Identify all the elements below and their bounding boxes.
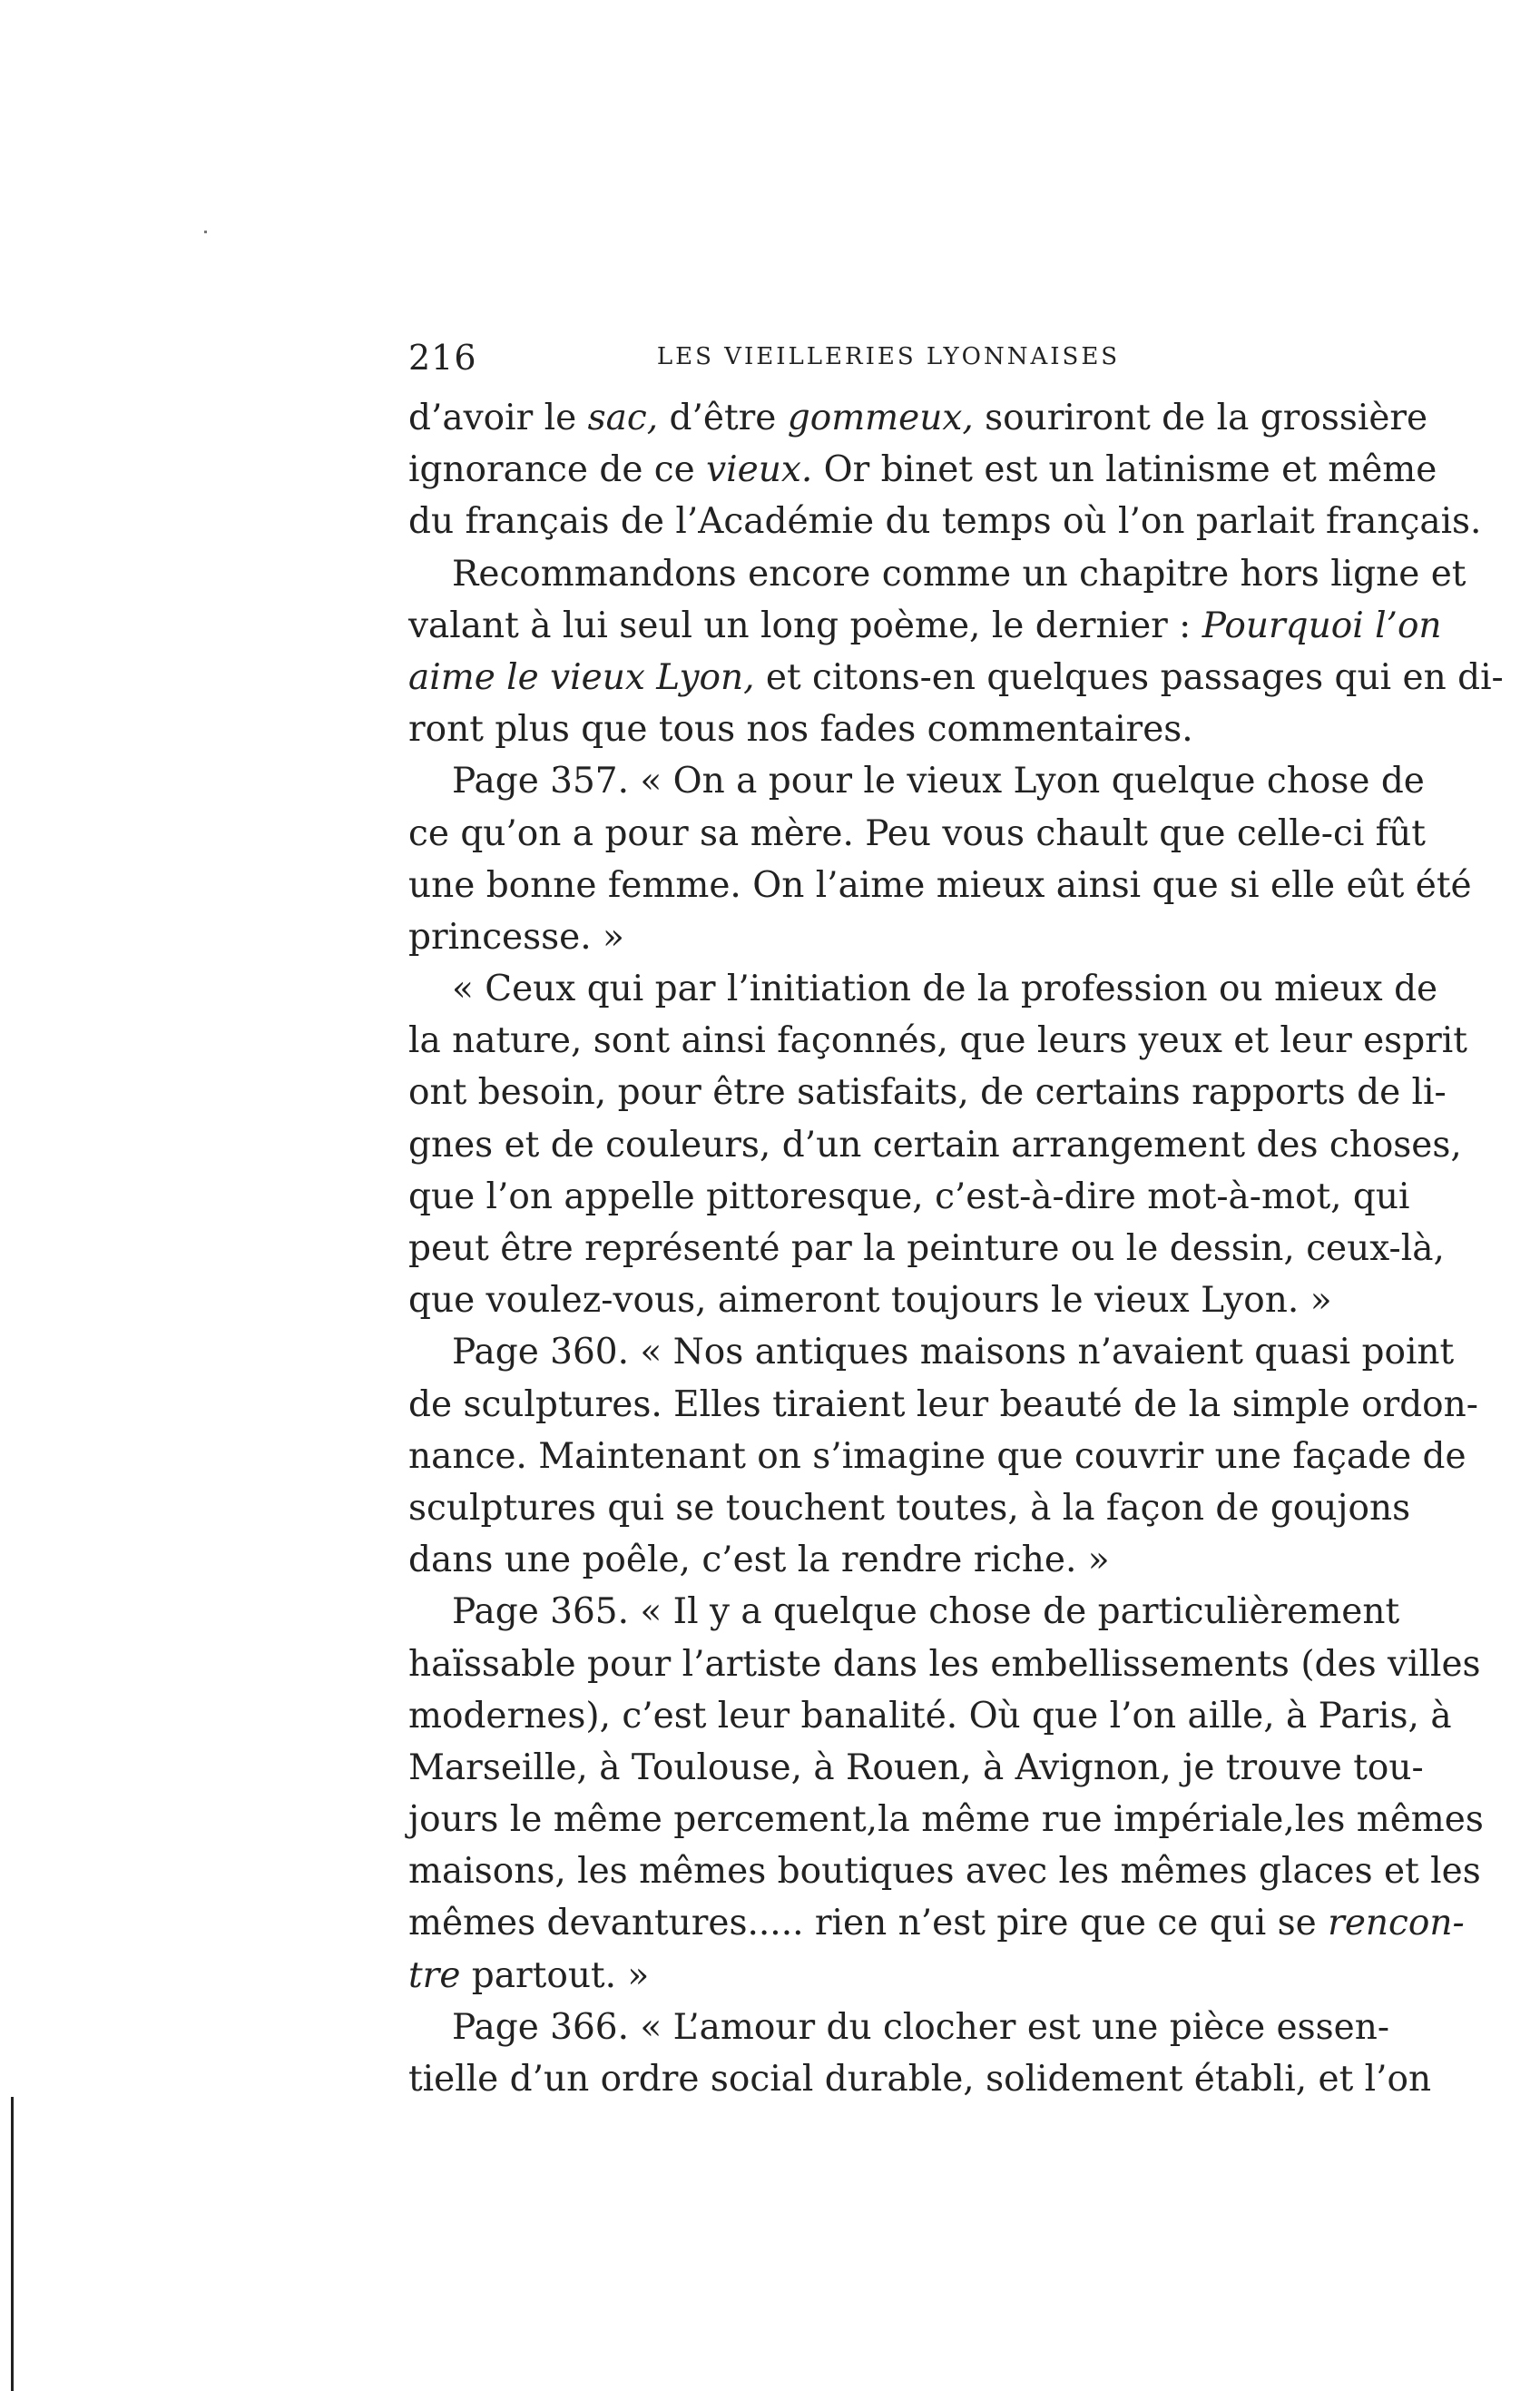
text-line bbox=[408, 860, 1472, 911]
line-text: princesse. » bbox=[408, 916, 624, 958]
body-text bbox=[408, 392, 1504, 2105]
text-line bbox=[408, 1794, 1484, 1845]
text-line bbox=[408, 704, 1368, 755]
italic-text: sac, bbox=[587, 398, 659, 438]
line-text: du français de l’Académie du temps où l’on parlait français. bbox=[408, 501, 1482, 543]
line-text: peut être représenté par la peinture ou le dessin, ceux-là, bbox=[408, 1228, 1445, 1269]
scan-edge-line bbox=[11, 2097, 14, 2391]
line-text: ignorance de ce bbox=[408, 449, 707, 491]
line-text: une bonne femme. On l’aime mieux ainsi que si elle eût été bbox=[408, 864, 1472, 906]
italic-text: tre bbox=[408, 1954, 461, 1996]
line-text: Page 360. « Nos antiques maisons n’avaient quasi point bbox=[452, 1332, 1455, 1373]
line-text: jours le même percement,la même rue impériale,les mêmes bbox=[408, 1799, 1484, 1841]
line-text: modernes), c’est leur banalité. Où que l’on aille, à Paris, à bbox=[408, 1695, 1452, 1737]
text-line bbox=[408, 496, 1482, 547]
line-text: Page 366. « L’amour du clocher est une pièce essen- bbox=[452, 2006, 1390, 2048]
text-line bbox=[408, 2053, 1432, 2105]
text-line bbox=[408, 963, 1438, 1015]
text-line bbox=[408, 1586, 1400, 1638]
text-line bbox=[408, 1431, 1466, 1482]
text-line bbox=[408, 808, 1426, 860]
line-text: dans une poêle, c’est la rendre riche. » bbox=[408, 1540, 1110, 1581]
line-text: ont besoin, pour être satisfaits, de certains rapports de li- bbox=[408, 1072, 1447, 1114]
line-text: sculptures qui se touchent toutes, à la façon de goujons bbox=[408, 1487, 1411, 1529]
text-line bbox=[408, 1274, 1368, 1326]
line-text: tielle d’un ordre social durable, solidement établi, et l’on bbox=[408, 2059, 1432, 2100]
line-text: que l’on appelle pittoresque, c’est-à-dire mot-à-mot, qui bbox=[408, 1176, 1410, 1217]
italic-text: gommeux, bbox=[787, 398, 974, 438]
line-text: souriront de la grossière bbox=[973, 398, 1428, 438]
text-line bbox=[408, 1638, 1481, 1690]
text-line bbox=[408, 444, 1437, 496]
paper-speck bbox=[204, 231, 207, 233]
page-number: 216 bbox=[408, 338, 477, 378]
running-title: LES VIEILLERIES LYONNAISES bbox=[656, 343, 1121, 370]
text-line bbox=[408, 1067, 1447, 1118]
line-text: haïssable pour l’artiste dans les embellissements (des villes bbox=[408, 1643, 1481, 1685]
line-text: ront plus que tous nos fades commentaires. bbox=[408, 709, 1193, 751]
line-text: d’être bbox=[658, 398, 788, 438]
line-text: valant à lui seul un long poème, le dernier : bbox=[408, 605, 1202, 646]
text-line bbox=[408, 1845, 1481, 1897]
text-line bbox=[408, 1897, 1465, 1949]
text-line bbox=[408, 1119, 1462, 1171]
italic-text: Pourquoi l’on bbox=[1202, 605, 1442, 646]
text-line bbox=[408, 600, 1442, 652]
text-line bbox=[408, 1742, 1424, 1794]
text-line bbox=[408, 392, 1428, 444]
text-line bbox=[408, 1015, 1467, 1067]
line-text: maisons, les mêmes boutiques avec les mêmes glaces et les bbox=[408, 1851, 1481, 1893]
text-line bbox=[408, 911, 1368, 963]
line-text: nance. Maintenant on s’imagine que couvrir une façade de bbox=[408, 1435, 1466, 1477]
text-line bbox=[408, 1379, 1478, 1431]
italic-text: aime le vieux Lyon, bbox=[408, 656, 755, 698]
text-line bbox=[408, 1171, 1410, 1223]
text-line bbox=[408, 1690, 1452, 1742]
italic-text: rencon- bbox=[1328, 1903, 1465, 1944]
line-text: gnes et de couleurs, d’un certain arrangement des choses, bbox=[408, 1124, 1462, 1166]
line-text: d’avoir le bbox=[408, 398, 588, 438]
text-line bbox=[408, 1326, 1455, 1378]
text-line bbox=[408, 1223, 1445, 1274]
line-text: et citons-en quelques passages qui en di- bbox=[754, 656, 1504, 698]
text-line bbox=[408, 755, 1425, 807]
line-text: partout. » bbox=[460, 1954, 650, 1996]
text-line bbox=[408, 1950, 1368, 2002]
line-text: Recommandons encore comme un chapitre hors ligne et bbox=[452, 553, 1466, 595]
line-text: Marseille, à Toulouse, à Rouen, à Avignon, je trouve tou- bbox=[408, 1747, 1424, 1788]
line-text: ce qu’on a pour sa mère. Peu vous chault que celle-ci fût bbox=[408, 812, 1426, 854]
text-line bbox=[408, 1534, 1368, 1586]
page-header bbox=[408, 338, 1368, 381]
line-text: Page 357. « On a pour le vieux Lyon quelque chose de bbox=[452, 761, 1425, 802]
line-text: que voulez-vous, aimeront toujours le vieux Lyon. » bbox=[408, 1280, 1332, 1322]
line-text: Page 365. « Il y a quelque chose de particulièrement bbox=[452, 1591, 1400, 1633]
line-text: Or binet est un latinisme et même bbox=[812, 449, 1437, 491]
line-text: la nature, sont ainsi façonnés, que leurs yeux et leur esprit bbox=[408, 1020, 1467, 1062]
line-text: « Ceux qui par l’initiation de la profession ou mieux de bbox=[452, 969, 1438, 1010]
italic-text: vieux. bbox=[706, 449, 813, 491]
line-text: de sculptures. Elles tiraient leur beauté de la simple ordon- bbox=[408, 1383, 1478, 1425]
text-line bbox=[408, 1482, 1411, 1534]
text-line bbox=[408, 2002, 1390, 2053]
text-line bbox=[408, 548, 1466, 600]
line-text: mêmes devantures..... rien n’est pire que ce qui se bbox=[408, 1903, 1329, 1944]
text-line bbox=[408, 652, 1504, 704]
